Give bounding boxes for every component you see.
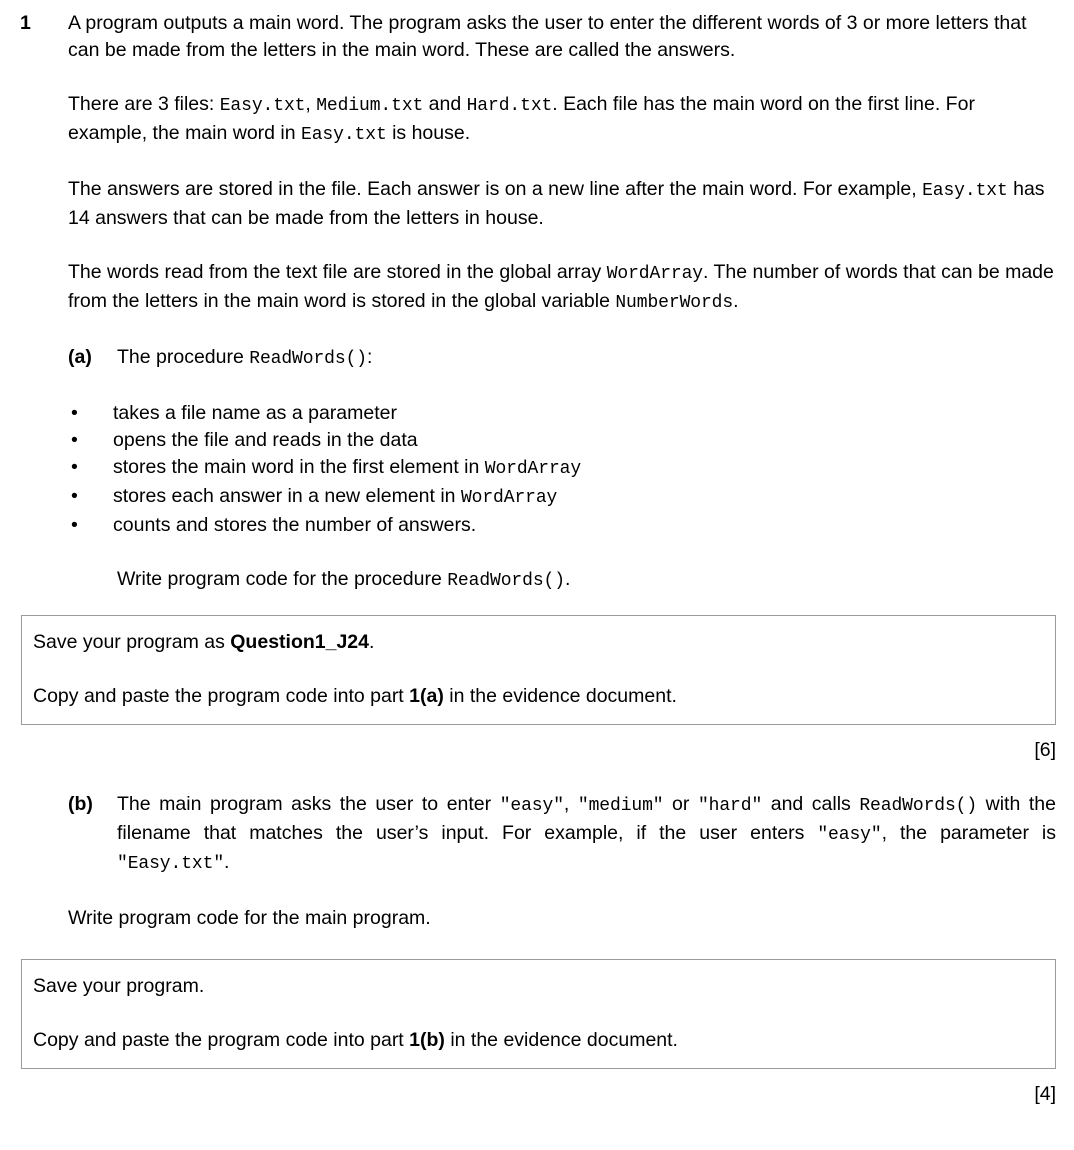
part-a-marks: [6] bbox=[1034, 739, 1056, 761]
list-item bbox=[68, 427, 1056, 454]
text-run: There are 3 files: bbox=[68, 93, 220, 115]
bullet-icon: • bbox=[71, 485, 78, 507]
text-run: takes a file name as a parameter bbox=[113, 402, 397, 424]
text-run: The answers are stored in the file. Each answer is on a new line after the main word. For example, bbox=[68, 178, 923, 200]
text-run: . bbox=[564, 568, 571, 590]
spacer bbox=[0, 595, 1074, 615]
code-term: "Easy.txt" bbox=[117, 854, 225, 874]
part-b-label: (b) bbox=[68, 793, 93, 815]
code-term: WordArray bbox=[484, 459, 582, 479]
code-term: NumberWords bbox=[615, 293, 734, 313]
text-run: and calls bbox=[762, 793, 860, 815]
code-term: "easy" bbox=[499, 796, 564, 816]
bullet-text bbox=[113, 483, 1056, 512]
spacer bbox=[68, 539, 1056, 566]
code-term: "medium" bbox=[577, 796, 664, 816]
part-a-label: (a) bbox=[68, 346, 92, 368]
code-term: WordArray bbox=[460, 488, 558, 508]
text-run: is house. bbox=[386, 122, 471, 144]
bullet-text bbox=[113, 427, 1056, 454]
part-b bbox=[68, 791, 1056, 878]
bold-term: Question1_J24 bbox=[230, 631, 369, 653]
instruction-box-a-line-1 bbox=[33, 629, 1044, 656]
code-term: ReadWords() bbox=[249, 349, 367, 369]
text-run: The main program asks the user to enter bbox=[117, 793, 500, 815]
part-a-bullet-list bbox=[68, 400, 1056, 539]
text-run: . The number of words that can be made from the letters in the main word is stored in the global variable bbox=[68, 261, 1054, 312]
text-run: The procedure bbox=[117, 346, 250, 368]
text-run: Write program code for the procedure bbox=[117, 568, 448, 590]
text-run: opens the file and reads in the data bbox=[113, 429, 418, 451]
text-run: . bbox=[369, 631, 375, 653]
text-run: . bbox=[224, 851, 230, 873]
text-run: Save your program as bbox=[33, 631, 231, 653]
part-b-lead-text bbox=[117, 791, 1056, 878]
code-term: WordArray bbox=[606, 264, 704, 284]
list-item bbox=[68, 512, 1056, 539]
text-run: : bbox=[366, 346, 373, 368]
text-run: counts and stores the number of answers. bbox=[113, 514, 477, 536]
list-item bbox=[68, 454, 1056, 483]
bullet-icon: • bbox=[71, 429, 78, 451]
part-a-lead-text bbox=[117, 344, 1056, 373]
text-run: The words read from the text file are stored in the global array bbox=[68, 261, 607, 283]
question-body bbox=[68, 10, 1056, 595]
text-run: has 14 answers that can be made from the letters in house. bbox=[68, 178, 1045, 229]
bullet-icon: • bbox=[71, 456, 78, 478]
bullet-icon: • bbox=[71, 402, 78, 424]
text-run: Copy and paste the program code into part bbox=[33, 685, 410, 707]
code-term: "easy" bbox=[817, 825, 882, 845]
intro-paragraph-1 bbox=[68, 10, 1056, 64]
code-term: Easy.txt bbox=[301, 125, 387, 145]
instruction-box-b bbox=[21, 959, 1056, 1069]
text-run: , bbox=[563, 793, 578, 815]
code-term: Medium.txt bbox=[316, 96, 424, 116]
question-body-b bbox=[68, 791, 1056, 932]
part-a-write-instruction bbox=[117, 566, 1056, 595]
text-run: stores each answer in a new element in bbox=[113, 485, 461, 507]
text-run: Write program code for the main program. bbox=[68, 907, 431, 929]
spacer bbox=[0, 764, 1074, 791]
code-term: ReadWords() bbox=[447, 571, 565, 591]
part-b-marks: [4] bbox=[1034, 1083, 1056, 1105]
code-term: Easy.txt bbox=[219, 96, 306, 116]
text-run: and bbox=[423, 93, 467, 115]
list-item bbox=[68, 400, 1056, 427]
intro-paragraph-2 bbox=[68, 91, 1056, 149]
question-number: 1 bbox=[20, 12, 31, 34]
bullet-text bbox=[113, 400, 1056, 427]
text-run: . bbox=[733, 290, 739, 312]
text-run: stores the main word in the first element in bbox=[113, 456, 485, 478]
instruction-box-a-line-2 bbox=[33, 683, 1044, 710]
text-run: A program outputs a main word. The program asks the user to enter the different words of 3 or more letters that can be made from the letters in the main word. These are called the answers. bbox=[68, 12, 1027, 61]
text-run: in the evidence document. bbox=[444, 1029, 678, 1051]
instruction-box-b-line-2 bbox=[33, 1027, 1044, 1054]
instruction-box-b-line-1 bbox=[33, 973, 1044, 1000]
instruction-box-a bbox=[21, 615, 1056, 725]
text-run: , bbox=[305, 93, 317, 115]
code-term: ReadWords() bbox=[859, 796, 978, 816]
bold-term: 1(b) bbox=[409, 1029, 445, 1051]
text-run: . Each file has the main word on the first line. For example, the main word in bbox=[68, 93, 975, 144]
spacer bbox=[68, 878, 1056, 905]
code-term: Easy.txt bbox=[922, 181, 1008, 201]
bold-term: 1(a) bbox=[409, 685, 444, 707]
question-block-b bbox=[0, 791, 1074, 932]
text-run: with the filename that matches the user’s input. For example, if the user enters bbox=[117, 793, 1056, 844]
bullet-icon: • bbox=[71, 514, 78, 536]
text-run: Save your program. bbox=[33, 975, 205, 997]
text-run: Copy and paste the program code into part bbox=[33, 1029, 410, 1051]
part-b-write-instruction bbox=[68, 905, 1056, 932]
bullet-text bbox=[113, 512, 1056, 539]
intro-paragraph-3 bbox=[68, 176, 1056, 232]
part-a-body bbox=[117, 344, 1056, 373]
part-a bbox=[68, 344, 1056, 373]
text-run: or bbox=[663, 793, 698, 815]
text-run: in the evidence document. bbox=[443, 685, 677, 707]
bullet-text bbox=[113, 454, 1056, 483]
intro-paragraph-4 bbox=[68, 259, 1056, 317]
code-term: Hard.txt bbox=[466, 96, 553, 116]
spacer bbox=[0, 932, 1074, 959]
list-item bbox=[68, 483, 1056, 512]
text-run: , the parameter is bbox=[881, 822, 1057, 844]
code-term: "hard" bbox=[697, 796, 763, 816]
